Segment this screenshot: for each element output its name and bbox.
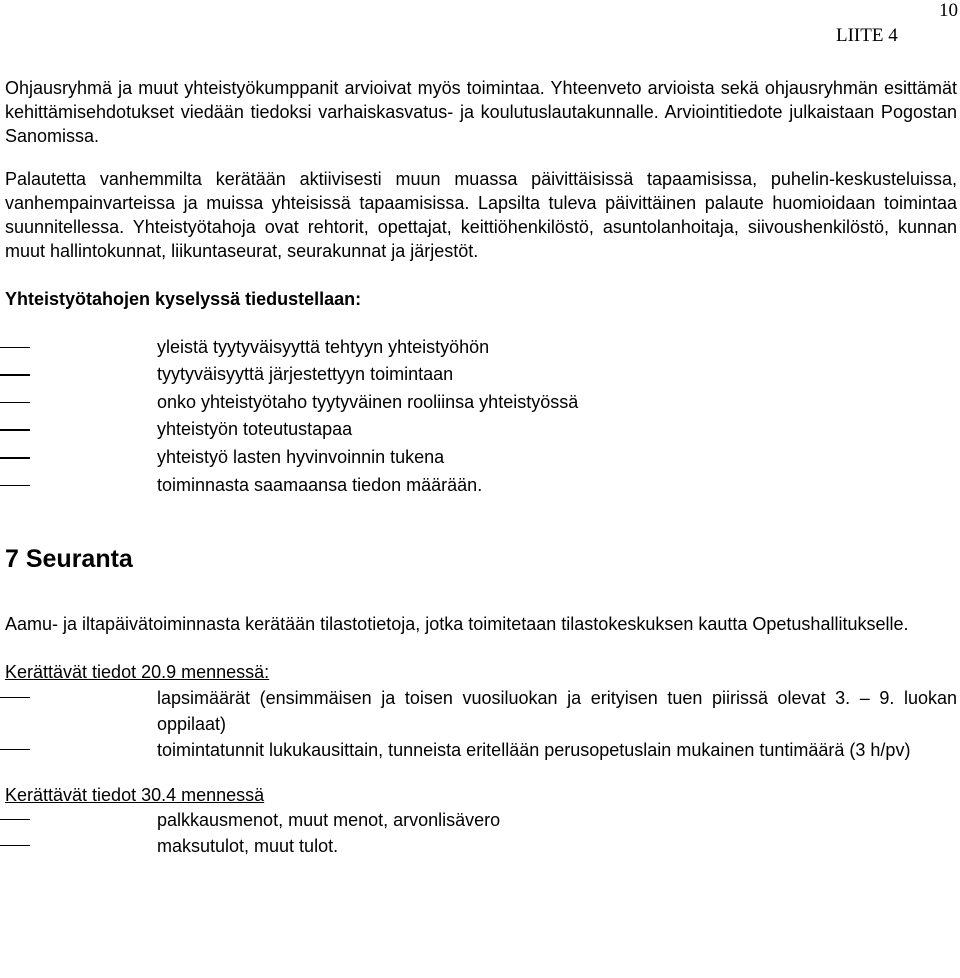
list-item-text: lapsimäärät (ensimmäisen ja toisen vuosiluokan ja erityisen tuen piirissä olevat 3. – 9. luokan oppilaat) [157,687,957,734]
page-number: 10 [939,0,958,21]
collect-list-sept [5,685,957,763]
collect-heading-sept: Kerättävät tiedot 20.9 mennessä: [5,662,270,683]
list-item [5,685,957,737]
survey-heading: Yhteistyötahojen kyselyssä tiedustellaan: [5,289,362,310]
dash-icon [0,845,30,847]
dash-icon [0,347,30,349]
dash-icon [0,749,30,751]
list-item [5,416,957,444]
dash-icon [0,485,30,487]
list-item-text: yhteistyön toteutustapaa [157,419,353,440]
collect-list-april [5,807,957,859]
list-item [5,334,957,362]
list-item [5,472,957,500]
list-item-text: tyytyväisyyttä järjestettyyn toimintaan [157,364,454,385]
list-item-text: onko yhteistyötaho tyytyväinen rooliinsa yhteistyössä [157,391,579,412]
paragraph-statistics: Aamu- ja iltapäivätoiminnasta kerätään tilastotietoja, jotka toimitetaan tilastokeskuksen kautta Opetushallitukselle. [5,614,909,635]
list-item-text: yhteistyö lasten hyvinvoinnin tukena [157,447,445,467]
list-item [5,361,957,389]
collect-heading-april: Kerättävät tiedot 30.4 mennessä [5,784,265,805]
dash-icon [0,697,30,699]
paragraph-feedback: Palautetta vanhemmilta kerätään aktiivisesti muun muassa päivittäisissä tapaamisissa, puhelin-keskusteluissa, vanhempainvarteissa ja muissa yhteisissä tapaamisissa. Lapsilta tuleva päivittäinen palaute huomioidaan toimintaa suunnitellessa. Yhteistyötahoja ovat rehtorit, opettajat, keittiöhenkilöstö, asuntolanhoitaja, siivoushenkilöstö, kunnan muut hallintokunnat, liikuntaseurat, seurakunnat ja järjestöt. [5,168,957,262]
list-item-text: toimintatunnit lukukausittain, tunneista eritellään perusopetuslain mukainen tuntimäärä (3 h/pv) [157,739,911,760]
dash-icon [0,402,30,404]
list-item [5,389,957,417]
list-item-text: toiminnasta saamaansa tiedon määrään. [157,474,483,495]
list-item-text: palkkausmenot, muut menot, arvonlisävero [157,809,501,830]
section-title: 7 Seuranta [5,545,133,574]
dash-icon [0,374,30,376]
list-item [5,833,957,859]
list-item-text: yleistä tyytyväisyyttä tehtyyn yhteistyöhön [157,336,490,357]
dash-icon [0,429,30,431]
dash-icon [0,457,30,459]
survey-list [5,334,957,500]
paragraph-evaluation: Ohjausryhmä ja muut yhteistyökumppanit arvioivat myös toimintaa. Yhteenveto arvioista sekä ohjausryhmän esittämät kehittämisehdotukset viedään tiedoksi varhaiskasvatus- ja koulutuslautakunnalle. Arviointitiedote julkaistaan Pogostan Sanomissa. [5,78,957,147]
list-item [5,737,957,763]
list-item [5,444,957,472]
list-item [5,807,957,833]
document-body [5,76,957,859]
appendix-label: LIITE 4 [836,25,898,46]
list-item-text: maksutulot, muut tulot. [157,835,339,856]
dash-icon [0,819,30,821]
